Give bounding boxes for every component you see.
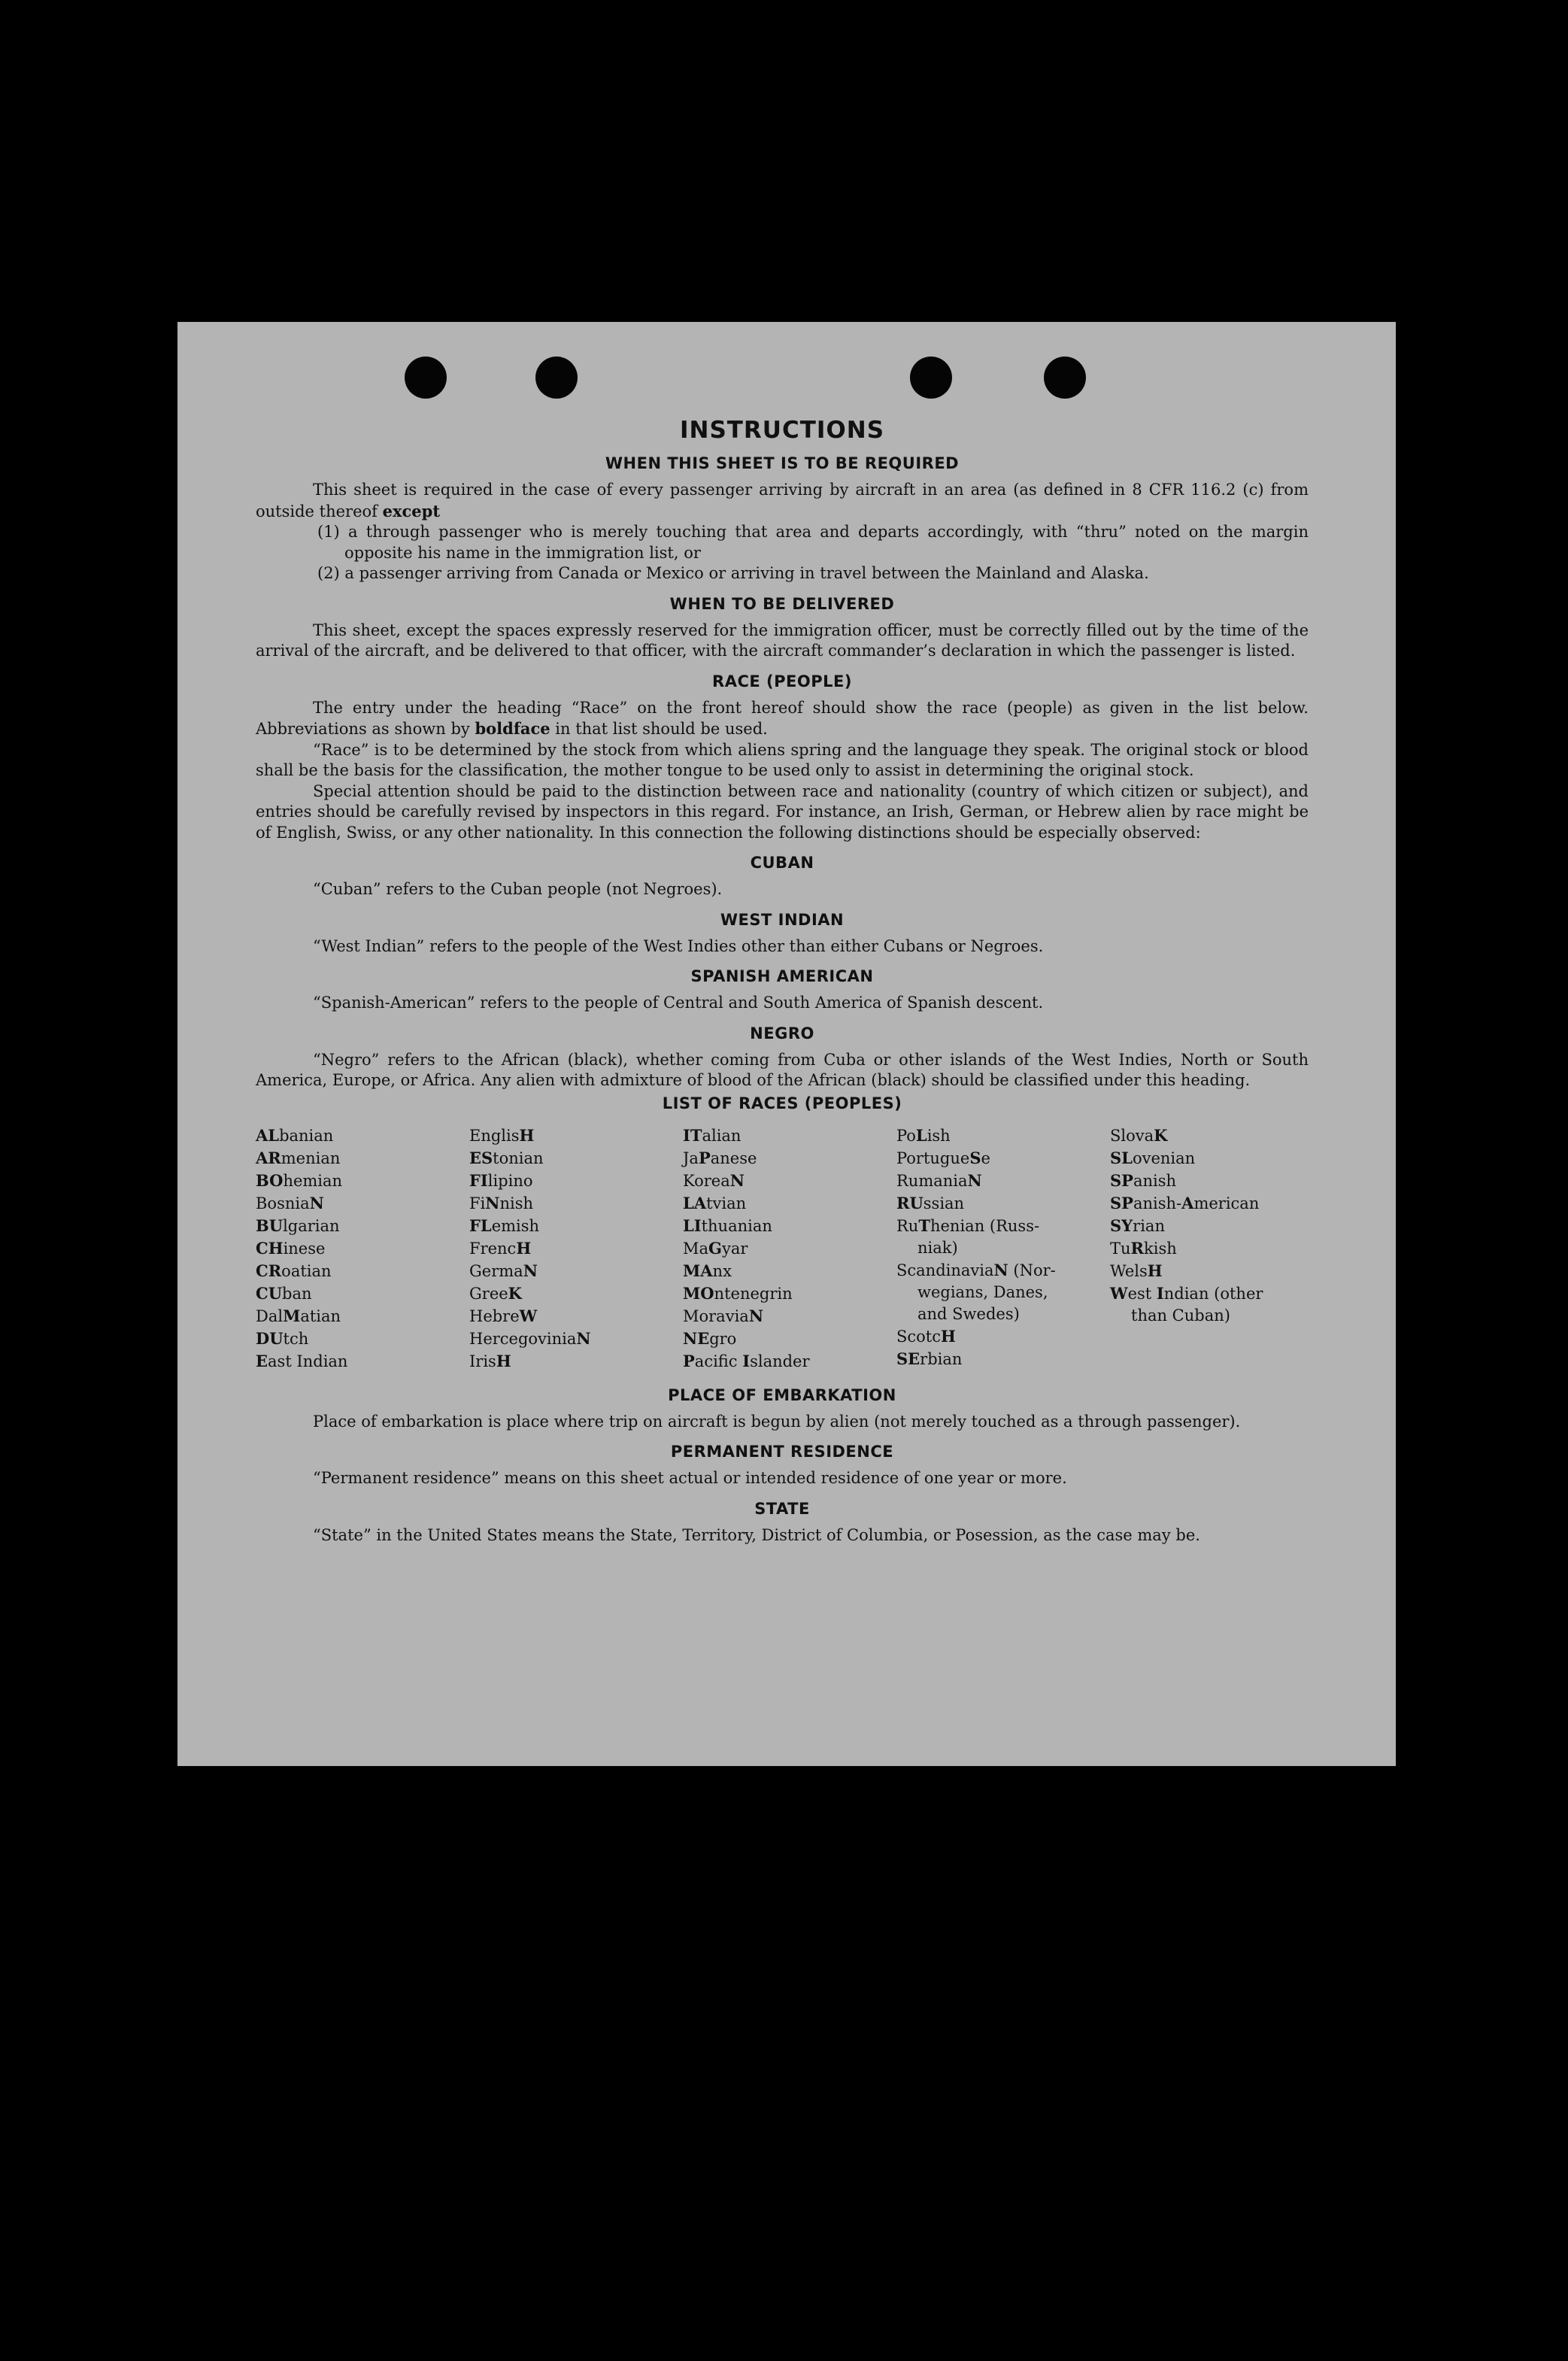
race-text: Fi	[469, 1194, 486, 1212]
race-abbrev: K	[508, 1283, 522, 1303]
race-text: and Swedes)	[917, 1304, 1020, 1323]
race-entry	[683, 1124, 896, 1147]
race-entry	[469, 1215, 683, 1237]
race-text: Hercegovinia	[469, 1329, 577, 1348]
paragraph-permanent-residence: “Permanent residence” means on this sheet actual or intended residence of one year or more.	[313, 1469, 1067, 1487]
race-entry	[469, 1237, 683, 1260]
section-heading-permanent-residence: PERMANENT RESIDENCE	[670, 1443, 894, 1461]
race-entry	[896, 1147, 1110, 1170]
section-heading-when-delivered: WHEN TO BE DELIVERED	[669, 594, 895, 613]
race-text: ast Indian	[268, 1352, 348, 1370]
race-entry	[896, 1215, 1110, 1237]
race-entry	[256, 1305, 469, 1328]
race-abbrev: G	[708, 1238, 722, 1258]
section-heading-list-of-races: LIST OF RACES (PEOPLES)	[662, 1094, 902, 1112]
race-abbrev: M	[283, 1306, 301, 1325]
section-heading-negro: NEGRO	[750, 1024, 814, 1042]
race-text: acific	[694, 1352, 743, 1370]
race-abbrev: E	[256, 1351, 268, 1370]
race-entry	[469, 1170, 683, 1192]
race-abbrev: NE	[683, 1328, 710, 1348]
race-entry	[896, 1124, 1110, 1147]
race-text: niak)	[917, 1238, 958, 1257]
race-text: oatian	[281, 1261, 332, 1280]
race-abbrev: SE	[896, 1349, 920, 1368]
race-abbrev: DU	[256, 1328, 284, 1348]
race-abbrev: H	[516, 1238, 532, 1258]
race-text: tch	[283, 1329, 309, 1348]
race-text: Rumania	[896, 1171, 968, 1190]
race-abbrev: LI	[683, 1215, 702, 1235]
race-entry	[256, 1147, 469, 1170]
race-entry	[256, 1170, 469, 1192]
race-abbrev: SY	[1110, 1215, 1133, 1235]
race-entry	[256, 1282, 469, 1305]
races-column	[683, 1124, 896, 1373]
race-entry	[896, 1325, 1110, 1348]
race-entry	[1110, 1124, 1306, 1147]
race-text: atian	[300, 1306, 341, 1325]
race-entry	[469, 1305, 683, 1328]
page-title: INSTRUCTIONS	[679, 417, 885, 444]
race-text: tonian	[493, 1149, 544, 1167]
race-abbrev: FL	[469, 1215, 492, 1235]
section-heading-race: RACE (PEOPLE)	[712, 672, 852, 690]
race-entry	[256, 1350, 469, 1373]
races-list	[256, 1124, 1309, 1373]
section-heading-spanish-american: SPANISH AMERICAN	[690, 967, 874, 985]
race-abbrev: CH	[256, 1238, 284, 1258]
race-entry	[1110, 1260, 1306, 1282]
race-text: Scotc	[896, 1327, 941, 1346]
race-text: Frenc	[469, 1239, 517, 1258]
race-text: alian	[702, 1126, 742, 1145]
race-abbrev: MO	[683, 1283, 714, 1303]
race-abbrev: T	[918, 1215, 930, 1235]
race-text: Ja	[683, 1149, 699, 1167]
race-text: Hebre	[469, 1306, 520, 1325]
race-abbrev: N	[729, 1170, 745, 1190]
paragraph-spanish-american: “Spanish-American” refers to the people of Central and South America of Spanish descent.	[313, 994, 1044, 1012]
race-text: Bosnia	[256, 1194, 310, 1212]
race-abbrev: BO	[256, 1170, 284, 1190]
race-abbrev: N	[993, 1260, 1008, 1279]
race-text: (Nor-	[1008, 1261, 1056, 1279]
race-text: Tu	[1110, 1239, 1131, 1258]
race-text: emish	[491, 1216, 540, 1235]
race-text: thuanian	[701, 1216, 772, 1235]
paragraph-when-delivered: This sheet, except the spaces expressly reserved for the immigration officer, must be correctly filled out by the time of the arrival of the aircraft, and be delivered to that officer, with the aircraft commander’s declaration in which the passenger is listed.	[256, 621, 1309, 660]
race-text: ssian	[923, 1194, 965, 1212]
race-abbrev: I	[1156, 1283, 1164, 1303]
race-text: rbian	[920, 1349, 963, 1368]
race-abbrev: AL	[256, 1125, 280, 1145]
race-abbrev: S	[969, 1148, 981, 1167]
race-abbrev: P	[698, 1148, 711, 1167]
race-entry	[256, 1237, 469, 1260]
race-text: Po	[896, 1126, 916, 1145]
race-text: Gree	[469, 1284, 508, 1303]
race-text: Wels	[1110, 1261, 1148, 1280]
race-text: hemian	[283, 1171, 343, 1190]
race-text: yar	[721, 1239, 748, 1258]
race-entry	[469, 1282, 683, 1305]
race-text: anese	[710, 1149, 757, 1167]
race-abbrev: L	[915, 1125, 927, 1145]
race-text: ntenegrin	[714, 1284, 793, 1303]
race-text: Ru	[896, 1216, 919, 1235]
race-entry	[469, 1147, 683, 1170]
race-abbrev: N	[523, 1261, 538, 1280]
race-text: e	[981, 1149, 990, 1167]
race-text: lgarian	[283, 1216, 340, 1235]
punch-hole	[910, 357, 952, 399]
race-entry	[896, 1259, 1110, 1282]
race-entry	[896, 1348, 1110, 1370]
race-abbrev: I	[742, 1351, 751, 1370]
paragraph-race-3: Special attention should be paid to the distinction between race and nationality (country of which citizen or subject), and entries should be carefully revised by inspectors in this regard. For instance, an Irish, German, or Hebrew alien by race might be of English, Swiss, or any other nationality. In this connection the following distinctions should be especially observed:	[256, 781, 1309, 842]
race-abbrev: SP	[1110, 1170, 1133, 1190]
race-abbrev: H	[941, 1326, 956, 1346]
paragraph-cuban: “Cuban” refers to the Cuban people (not Negroes).	[313, 880, 723, 898]
section-heading-west-indian: WEST INDIAN	[720, 910, 845, 929]
race-entry	[683, 1350, 896, 1373]
sheet-content	[256, 417, 1309, 1546]
race-abbrev: ES	[469, 1148, 493, 1167]
paragraph-when-required	[256, 480, 1309, 522]
bold-text: except	[382, 501, 441, 520]
race-abbrev: RU	[896, 1193, 924, 1212]
paragraph-negro: “Negro” refers to the African (black), whether coming from Cuba or other islands of the West Indies, North or South America, Europe, or Africa. Any alien with admixture of blood of the African (black) should be classified under this heading.	[256, 1050, 1309, 1089]
race-abbrev: LA	[683, 1193, 707, 1212]
race-text: menian	[281, 1149, 341, 1167]
race-entry	[683, 1237, 896, 1260]
race-entry	[683, 1215, 896, 1237]
race-text: ish	[927, 1126, 951, 1145]
race-text: Slova	[1110, 1126, 1154, 1145]
race-abbrev: W	[519, 1306, 538, 1325]
race-entry	[1110, 1147, 1306, 1170]
race-text: ndian (other	[1163, 1284, 1263, 1303]
race-entry	[896, 1303, 1110, 1325]
race-abbrev: N	[485, 1193, 500, 1212]
races-column	[1110, 1124, 1306, 1373]
race-text: slander	[750, 1352, 810, 1370]
race-abbrev: R	[1130, 1238, 1144, 1258]
race-entry	[469, 1328, 683, 1350]
race-entry	[256, 1215, 469, 1237]
race-entry	[469, 1350, 683, 1373]
race-text: lipino	[487, 1171, 533, 1190]
race-text: gro	[709, 1329, 737, 1348]
race-text: nx	[712, 1261, 732, 1280]
race-abbrev: W	[1110, 1283, 1128, 1303]
section-heading-when-required: WHEN THIS SHEET IS TO BE REQUIRED	[605, 454, 960, 472]
race-text: wegians, Danes,	[917, 1282, 1048, 1301]
race-entry	[683, 1328, 896, 1350]
race-abbrev: MA	[683, 1261, 713, 1280]
race-text: Dal	[256, 1306, 284, 1325]
race-entry	[683, 1260, 896, 1282]
race-entry	[896, 1170, 1110, 1192]
section-heading-embarkation: PLACE OF EMBARKATION	[668, 1385, 896, 1404]
race-abbrev: N	[967, 1170, 982, 1190]
paragraph-west-indian: “West Indian” refers to the people of the West Indies other than either Cubans or Negroes.	[313, 936, 1044, 955]
race-entry	[1110, 1215, 1306, 1237]
race-text: ovenian	[1132, 1149, 1196, 1167]
race-entry	[683, 1170, 896, 1192]
instruction-sheet	[177, 322, 1396, 1766]
race-text: ban	[282, 1284, 312, 1303]
race-entry	[469, 1192, 683, 1215]
text: The entry under the heading “Race” on the front hereof should show the race (people) as given in the list below. Abbreviations as shown by	[256, 698, 1309, 738]
punch-hole	[405, 357, 447, 399]
race-abbrev: CU	[256, 1283, 283, 1303]
race-entry	[896, 1192, 1110, 1215]
bold-text: boldface	[475, 719, 550, 738]
race-abbrev: FI	[469, 1170, 488, 1190]
race-abbrev: P	[683, 1351, 695, 1370]
race-entry	[256, 1328, 469, 1350]
race-abbrev: BU	[256, 1215, 284, 1235]
race-abbrev: A	[1181, 1193, 1194, 1212]
race-text: Germa	[469, 1261, 523, 1280]
text: This sheet is required in the case of every passenger arriving by aircraft in an area (as defined in 8 CFR 116.2 (c) from outside thereof	[256, 481, 1309, 520]
race-abbrev: N	[309, 1193, 324, 1212]
race-entry	[469, 1260, 683, 1282]
race-abbrev: N	[576, 1328, 591, 1348]
race-text: Ma	[683, 1239, 709, 1258]
race-abbrev: H	[519, 1125, 535, 1145]
race-abbrev: SP	[1110, 1193, 1133, 1212]
paragraph-race-1	[256, 698, 1309, 740]
race-text: rian	[1133, 1216, 1165, 1235]
punch-hole	[535, 357, 578, 399]
race-abbrev: CR	[256, 1261, 282, 1280]
list-item: (1) a through passenger who is merely touching that area and departs accordingly, with “thru” noted on the margin opposite his name in the immigration list, or	[317, 523, 1309, 562]
race-entry	[1110, 1237, 1306, 1260]
race-text: merican	[1193, 1194, 1260, 1212]
list-item: (2) a passenger arriving from Canada or Mexico or arriving in travel between the Mainland and Alaska.	[317, 564, 1149, 582]
races-column	[256, 1124, 469, 1373]
race-abbrev: K	[1154, 1125, 1168, 1145]
race-text: Portugue	[896, 1149, 970, 1167]
race-entry	[683, 1282, 896, 1305]
race-text: than Cuban)	[1131, 1306, 1230, 1325]
race-entry	[256, 1124, 469, 1147]
race-abbrev: N	[748, 1306, 764, 1325]
race-entry	[896, 1237, 1110, 1259]
paragraph-embarkation: Place of embarkation is place where trip on aircraft is begun by alien (not merely touched as a through passenger).	[313, 1412, 1241, 1431]
race-text: henian (Russ-	[930, 1216, 1040, 1235]
race-text: Englis	[469, 1126, 520, 1145]
races-column	[896, 1124, 1110, 1373]
races-column	[469, 1124, 683, 1373]
text: in that list should be used.	[550, 720, 768, 738]
punch-hole	[1044, 357, 1086, 399]
race-abbrev: SL	[1110, 1148, 1133, 1167]
race-text: tvian	[706, 1194, 747, 1212]
race-text: Iris	[469, 1352, 496, 1370]
race-entry	[683, 1305, 896, 1328]
race-abbrev: H	[1147, 1261, 1163, 1280]
race-text: nish	[499, 1194, 534, 1212]
race-entry	[1110, 1192, 1306, 1215]
race-abbrev: AR	[256, 1148, 281, 1167]
race-text: Korea	[683, 1171, 730, 1190]
race-text: est	[1127, 1284, 1157, 1303]
section-heading-state: STATE	[754, 1499, 810, 1518]
race-entry	[1110, 1282, 1306, 1305]
section-heading-cuban: CUBAN	[750, 854, 814, 872]
race-entry	[1110, 1305, 1306, 1327]
race-entry	[1110, 1170, 1306, 1192]
race-text: anish	[1133, 1171, 1177, 1190]
race-entry	[256, 1260, 469, 1282]
paragraph-state: “State” in the United States means the State, Territory, District of Columbia, or Posession, as the case may be.	[313, 1525, 1200, 1544]
race-text: kish	[1144, 1239, 1177, 1258]
race-abbrev: IT	[683, 1125, 702, 1145]
race-entry	[256, 1192, 469, 1215]
race-text: Moravia	[683, 1306, 749, 1325]
race-entry	[683, 1192, 896, 1215]
paragraph-race-2: “Race” is to be determined by the stock from which aliens spring and the language they speak. The original stock or blood shall be the basis for the classification, the mother tongue to be used only to assist in determining the original stock.	[256, 740, 1309, 779]
race-text: inese	[283, 1239, 326, 1258]
race-entry	[683, 1147, 896, 1170]
race-abbrev: H	[496, 1351, 511, 1370]
race-text: Scandinavia	[896, 1261, 994, 1279]
race-entry	[469, 1124, 683, 1147]
race-entry	[896, 1282, 1110, 1303]
race-text: banian	[279, 1126, 334, 1145]
race-text: anish-	[1133, 1194, 1182, 1212]
